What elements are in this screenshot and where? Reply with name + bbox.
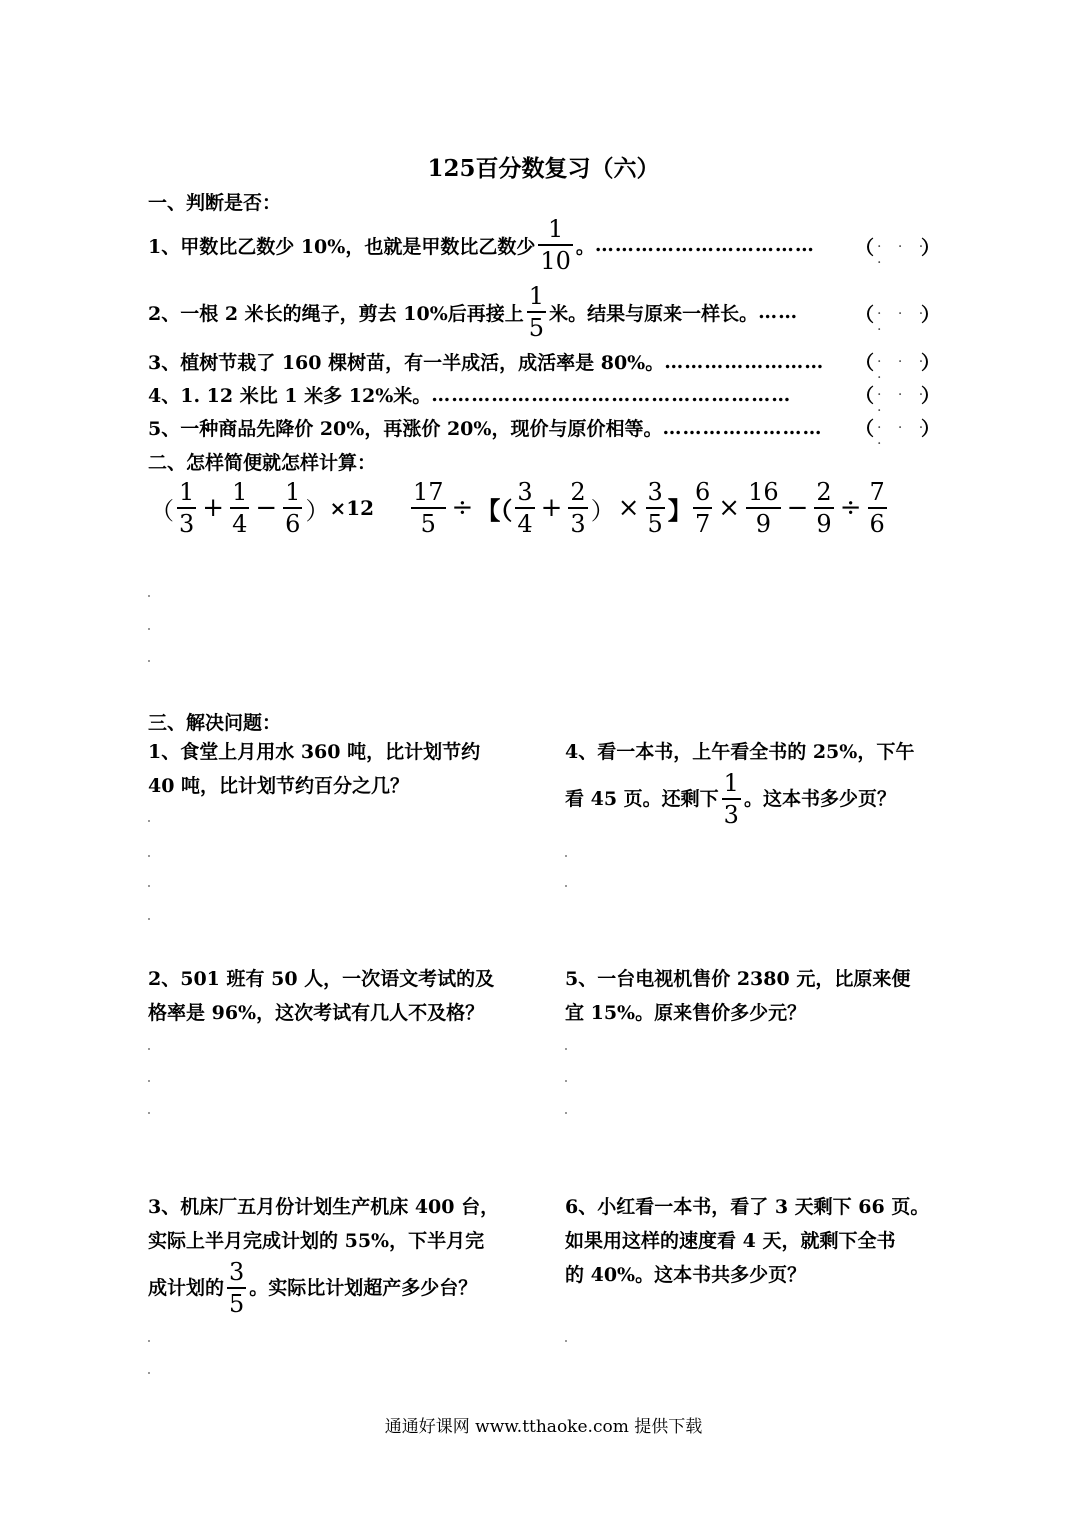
answer-blank-4[interactable]: （ . . . . ） [855, 383, 940, 415]
leader-dots: …………………… [662, 416, 823, 439]
problem-1: 1、食堂上月用水 360 吨，比计划节约 40 吨，比计划节约百分之几？ [148, 741, 481, 797]
fraction: $\frac{1}{10}$ [540, 215, 571, 275]
section1-heading: 一、判断是否： [148, 192, 282, 214]
leader-dots: ……………………………………………… [431, 383, 792, 406]
expression-3: $\frac{6}{7}$ × $\frac{16}{9}$ − $\frac{2}{9}$ ÷ $\frac{7}{6}$ [695, 478, 885, 538]
answer-blank-2[interactable]: （ . . . . ） [855, 302, 940, 334]
leader-dots: …………………… [664, 350, 825, 373]
problem-5: 5、一台电视机售价 2380 元，比原来便 宜 15%。原来售价多少元？ [565, 968, 911, 1024]
fraction: $\frac{1}{5}$ [528, 282, 545, 342]
expression-1: （ $\frac{1}{3}$ + $\frac{1}{4}$ − $\frac{1}{6}$ ） ×12 [150, 478, 375, 538]
judge-item-4-text: 4、1. 12 米比 1 米多 12%米。 [148, 385, 432, 407]
answer-blank-5[interactable]: （ . . . . ） [855, 416, 940, 448]
judge-item-3-text: 3、植树节栽了 160 棵树苗，有一半成活，成活率是 80%。 [148, 352, 665, 374]
footer-credit: 通通好课网 www.tthaoke.com 提供下载 [384, 1417, 703, 1437]
problem-6: 6、小红看一本书，看了 3 天剩下 66 页。 如果用这样的速度看 4 天，就剩下全书 的 40%。这本书共多少页？ [565, 1196, 930, 1286]
answer-blank-3[interactable]: （ . . . . ） [855, 350, 940, 382]
judge-item-2-text: 2、一根 2 米长的绳子，剪去 10%后再接上 [148, 302, 524, 325]
judge-item-5 [148, 414, 822, 441]
problem-4: 4、看一本书，上午看全书的 25%，下午 看 45 页。还剩下 $\frac{1}{3}$ 。这本书多少页？ [565, 741, 915, 829]
judge-item-5-text: 5、一种商品先降价 20%，再涨价 20%，现价与原价相等。 [148, 418, 663, 440]
judge-item-4 [148, 381, 791, 408]
judge-item-3 [148, 348, 824, 375]
leader-dots: …………………………… [594, 234, 815, 256]
section2-heading: 二、怎样简便就怎样计算： [148, 452, 377, 474]
problem-2: 2、501 班有 50 人，一次语文考试的及 格率是 96%，这次考试有几人不及格？ [148, 968, 495, 1024]
judge-item-1: 1、甲数比乙数少 10%，也就是甲数比乙数少 $\frac{1}{10}$ 。 …………………………… [148, 215, 815, 275]
leader-dots: …… [758, 301, 799, 323]
answer-blank-1[interactable]: （ . . . . ） [855, 235, 940, 267]
expression-2: $\frac{17}{5}$ ÷ 【（ $\frac{3}{4}$ + $\frac{2}{3}$ ） × $\frac{3}{5}$ 】 [413, 478, 692, 538]
page-title: 125百分数复习（六） [427, 155, 660, 182]
section3-heading: 三、解决问题： [148, 712, 282, 734]
problem-3: 3、机床厂五月份计划生产机床 400 台， 实际上半月完成计划的 55%，下半月完 成计划的 $\frac{3}{5}$ 。实际比计划超产多少台？ [148, 1196, 500, 1318]
judge-item-2: 2、一根 2 米长的绳子，剪去 10%后再接上 $\frac{1}{5}$ 米。结果与原来一样长。 …… [148, 282, 799, 342]
judge-item-1-text: 1、甲数比乙数少 10%，也就是甲数比乙数少 [148, 235, 536, 258]
